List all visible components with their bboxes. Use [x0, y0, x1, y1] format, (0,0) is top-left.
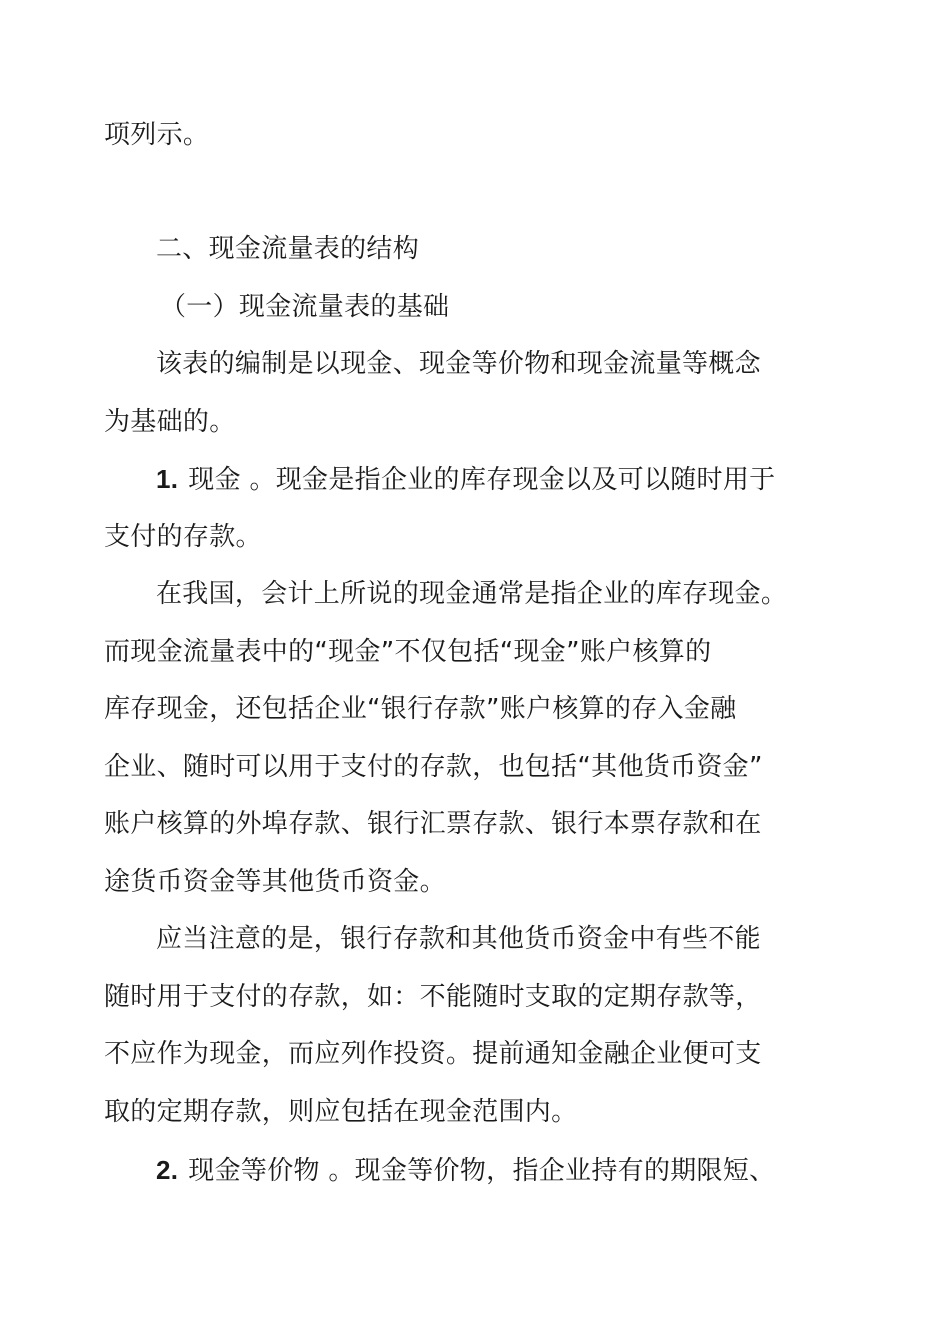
paragraph-line: 应当注意的是，银行存款和其他货币资金中有些不能	[156, 924, 761, 954]
paragraph-line: 不应作为现金，而应列作投资。提前通知金融企业便可支	[104, 1039, 762, 1069]
paragraph-line: 随时用于支付的存款，如：不能随时支取的定期存款等，	[104, 982, 762, 1012]
paragraph-line: 支付的存款。	[104, 522, 262, 552]
paragraph-line: 取的定期存款，则应包括在现金范围内。	[104, 1097, 578, 1127]
paragraph-line: 而现金流量表中的“现金”不仅包括“现金”账户核算的	[104, 637, 712, 667]
paragraph-line: 该表的编制是以现金、现金等价物和现金流量等概念	[156, 349, 761, 379]
paragraph-line: 在我国，会计上所说的现金通常是指企业的库存现金。	[156, 579, 788, 609]
item-text: 现金 。现金是指企业的库存现金以及可以随时用于	[188, 465, 776, 495]
paragraph-line: 途货币资金等其他货币资金。	[104, 867, 446, 897]
paragraph-line: 账户核算的外埠存款、银行汇票存款、银行本票存款和在	[104, 809, 762, 839]
section-heading: 二、现金流量表的结构	[156, 234, 420, 264]
text-line: 项列示。	[104, 120, 210, 150]
subsection-heading: （一）现金流量表的基础	[160, 292, 450, 322]
numbered-item	[156, 462, 775, 496]
item-number: 2.	[156, 1155, 179, 1185]
paragraph-line: 企业、随时可以用于支付的存款，也包括“其他货币资金”	[104, 752, 763, 782]
paragraph-line: 库存现金，还包括企业“银行存款”账户核算的存入金融	[104, 694, 737, 724]
paragraph-line: 为基础的。	[104, 407, 236, 437]
item-number: 1.	[156, 464, 179, 494]
numbered-item	[156, 1153, 775, 1187]
item-text: 现金等价物 。现金等价物，指企业持有的期限短、	[188, 1156, 776, 1186]
